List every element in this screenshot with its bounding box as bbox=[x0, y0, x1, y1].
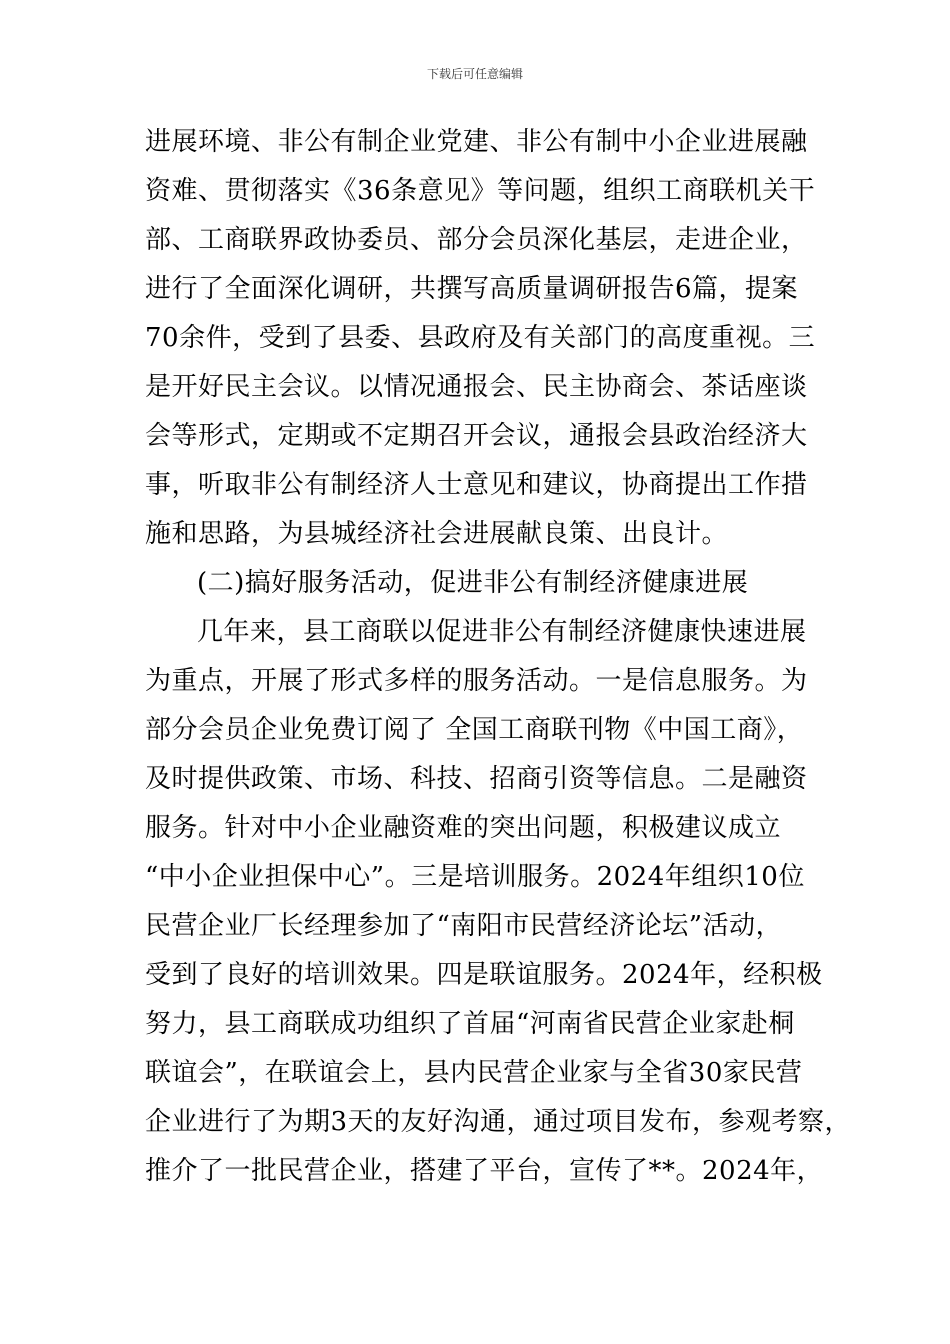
body-line: 进展环境、非公有制企业党建、非公有制中小企业进展融 bbox=[145, 127, 808, 157]
body-line: 资难、贯彻落实《36条意见》等问题，组织工商联机关干 bbox=[145, 176, 816, 206]
body-line: 是开好民主会议。以情况通报会、民主协商会、茶话座谈 bbox=[145, 372, 808, 402]
body-line: 受到了良好的培训效果。四是联谊服务。2024年，经积极 bbox=[145, 960, 823, 990]
section-heading: (二)搞好服务活动，促进非公有制经济健康进展 bbox=[197, 568, 749, 598]
body-line: 部、工商联界政协委员、部分会员深化基层，走进企业， bbox=[145, 225, 808, 255]
body-line: 进行了全面深化调研，共撰写高质量调研报告6篇，提案 bbox=[145, 274, 799, 304]
body-line: 为重点，开展了形式多样的服务活动。一是信息服务。为 bbox=[145, 666, 808, 696]
body-line: 及时提供政策、市场、科技、招商引资等信息。二是融资 bbox=[145, 764, 808, 794]
body-line: 事，听取非公有制经济人士意见和建议，协商提出工作措 bbox=[145, 470, 808, 500]
paragraph-first-line: 几年来，县工商联以促进非公有制经济健康快速进展 bbox=[197, 617, 807, 647]
body-line: 企业进行了为期3天的友好沟通，通过项目发布，参观考察， bbox=[145, 1107, 852, 1137]
body-line: 服务。针对中小企业融资难的突出问题，积极建议成立 bbox=[145, 813, 782, 843]
body-line: 联谊会”，在联谊会上，县内民营企业家与全省30家民营 bbox=[145, 1058, 803, 1088]
body-line: 70余件，受到了县委、县政府及有关部门的高度重视。三 bbox=[145, 323, 816, 353]
body-line: “中小企业担保中心”。三是培训服务。2024年组织10位 bbox=[145, 862, 805, 892]
body-line: 部分会员企业免费订阅了 全国工商联刊物《中国工商》， bbox=[145, 715, 804, 745]
page-header: 下载后可任意编辑 bbox=[426, 67, 523, 81]
body-line: 推介了一批民营企业，搭建了平台，宣传了**。2024年， bbox=[145, 1156, 824, 1186]
body-line: 会等形式，定期或不定期召开会议，通报会县政治经济大 bbox=[145, 421, 808, 451]
body-line: 施和思路，为县城经济社会进展献良策、出良计。 bbox=[145, 519, 729, 549]
body-line: 努力，县工商联成功组织了首届“河南省民营企业家赴桐 bbox=[145, 1009, 795, 1039]
body-line: 民营企业厂长经理参加了“南阳市民营经济论坛”活动， bbox=[145, 911, 783, 941]
